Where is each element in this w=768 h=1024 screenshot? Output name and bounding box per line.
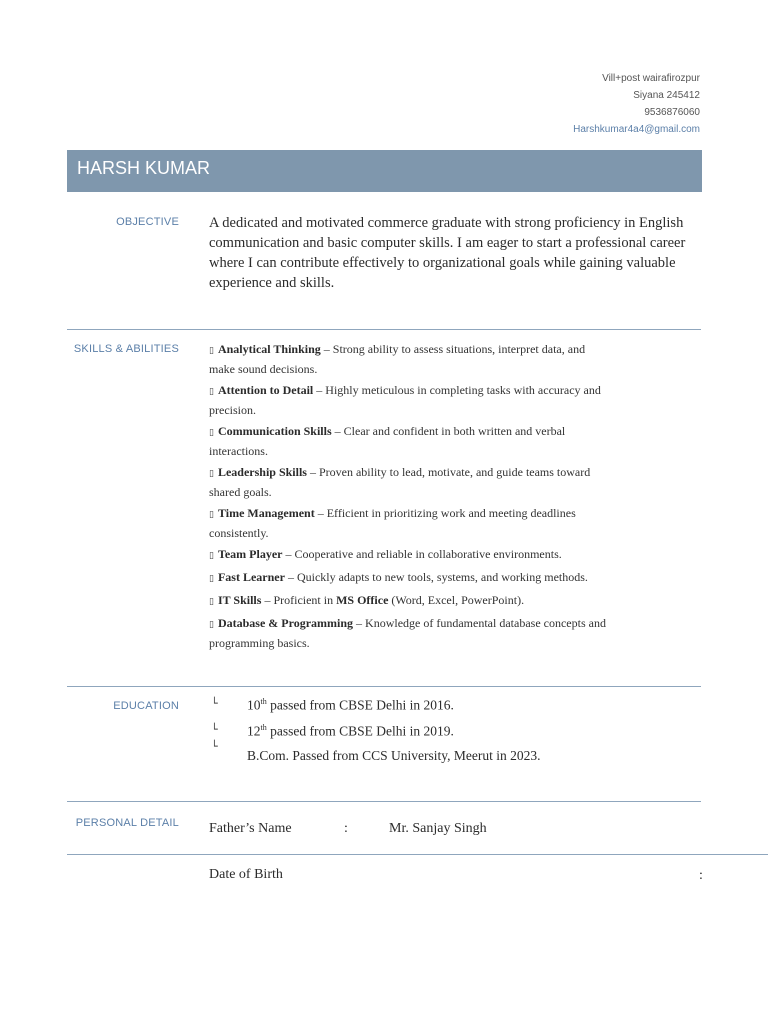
dob-label: Date of Birth [209, 867, 283, 882]
skill-title: Attention to Detail [217, 383, 314, 397]
checkbox-bullet-icon: ▯ [209, 597, 214, 607]
personal-label: PERSONAL DETAIL [75, 817, 179, 829]
skill-item [209, 568, 614, 588]
education-text: 10th passed from CBSE Delhi in 2016. [247, 697, 454, 713]
field-colon: : [699, 868, 703, 883]
contact-phone: 9536876060 [644, 107, 700, 118]
skill-title: Database & Programming [217, 616, 354, 630]
checkbox-bullet-icon: ▯ [209, 574, 214, 584]
checkbox-bullet-icon: ▯ [209, 428, 214, 438]
tree-marker-icon: └ [211, 697, 218, 710]
education-text: 12th passed from CBSE Delhi in 2019. [247, 723, 454, 739]
skill-desc: – Efficient in prioritizing work and meeting deadlines consistently. [209, 506, 576, 540]
tree-marker-icon: └ [211, 740, 218, 753]
objective-text: A dedicated and motivated commerce graduate with strong proficiency in English communication and basic computer skills. I am eager to start a professional career where I can contribute effectively to organizational goals while gaining valuable experience and skills. [209, 215, 686, 291]
contact-address: Vill+post wairafirozpur [602, 73, 700, 84]
checkbox-bullet-icon: ▯ [209, 469, 214, 479]
field-colon: : [344, 821, 348, 836]
skill-item [209, 381, 614, 419]
checkbox-bullet-icon: ▯ [209, 346, 214, 356]
skill-desc: – Clear and confident in both written and verbal interactions. [209, 424, 566, 458]
skill-item [209, 340, 614, 378]
checkbox-bullet-icon: ▯ [209, 551, 214, 561]
skills-list [209, 340, 614, 655]
father-name-label: Father’s Name [209, 821, 292, 836]
skill-desc: – Highly meticulous in completing tasks with accuracy and precision. [209, 383, 601, 417]
resume-name: HARSH KUMAR [77, 158, 211, 178]
skill-item [209, 422, 614, 460]
skill-item [209, 545, 614, 565]
name-header [67, 150, 702, 192]
education-text: B.Com. Passed from CCS University, Meerut in 2023. [247, 748, 541, 763]
tree-marker-icon: └ [211, 723, 218, 736]
skill-item [209, 463, 614, 501]
skill-desc: (Word, Excel, PowerPoint). [388, 593, 525, 607]
section-divider [67, 329, 701, 330]
skill-title: Team Player [217, 547, 283, 561]
skill-title: Time Management [217, 506, 315, 520]
checkbox-bullet-icon: ▯ [209, 510, 214, 520]
checkbox-bullet-icon: ▯ [209, 387, 214, 397]
contact-block [573, 70, 700, 138]
section-divider [67, 686, 701, 687]
skill-title: Fast Learner [217, 570, 285, 584]
skill-desc: – Strong ability to assess situations, interpret data, and make sound decisions. [209, 342, 586, 376]
skills-label: SKILLS & ABILITIES [73, 343, 179, 355]
skill-desc: – Knowledge of fundamental database concepts and programming basics. [209, 616, 606, 650]
skill-item [209, 591, 614, 611]
section-divider [67, 854, 768, 855]
skill-title: Communication Skills [217, 424, 332, 438]
contact-email-link[interactable]: Harshkumar4a4@gmail.com [573, 124, 700, 135]
education-label: EDUCATION [113, 700, 179, 712]
objective-label: OBJECTIVE [116, 216, 179, 228]
skill-title: Leadership Skills [217, 465, 307, 479]
skill-desc: – Proficient in [261, 593, 337, 607]
skill-item [209, 614, 614, 652]
skill-emphasis: MS Office [336, 593, 389, 607]
skill-desc: – Cooperative and reliable in collaborative environments. [282, 547, 562, 561]
section-divider [67, 801, 701, 802]
skill-item [209, 504, 614, 542]
skill-desc: – Proven ability to lead, motivate, and guide teams toward shared goals. [209, 465, 591, 499]
checkbox-bullet-icon: ▯ [209, 620, 214, 630]
skill-title: IT Skills [217, 593, 262, 607]
skill-desc: – Quickly adapts to new tools, systems, and working methods. [284, 570, 588, 584]
contact-city: Siyana 245412 [633, 90, 700, 101]
father-name-value: Mr. Sanjay Singh [389, 821, 487, 836]
skill-title: Analytical Thinking [217, 342, 321, 356]
